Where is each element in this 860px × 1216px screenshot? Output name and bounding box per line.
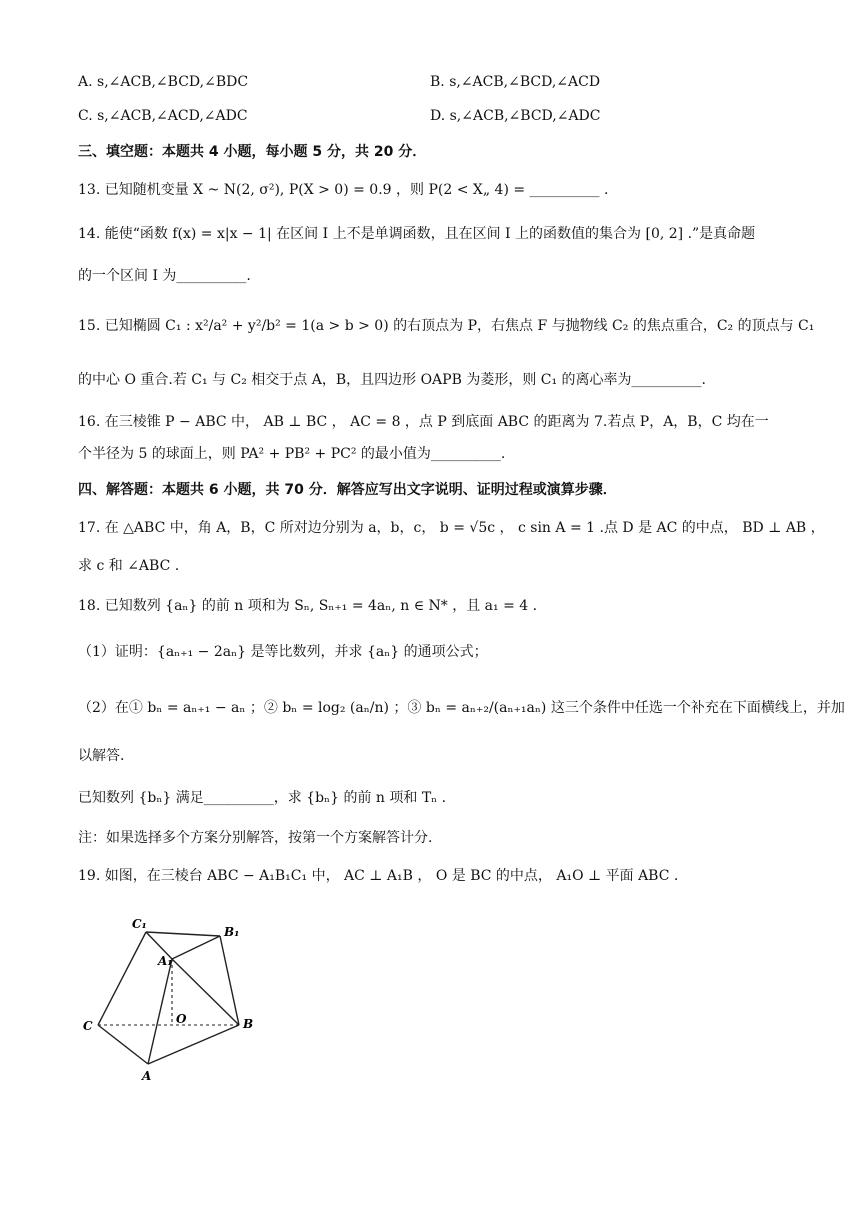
edge-c-a	[98, 1025, 148, 1064]
label-a1: A₁	[158, 954, 173, 968]
edge-b1-b	[220, 936, 239, 1025]
question-14-line1: 14. 能使“函数 f(x) = x|x − 1| 在区间 I 上不是单调函数，且在区间 I 上的函数值的集合为 [0, 2] .”是真命题	[78, 226, 756, 242]
question-16-line2: 个半径为 5 的球面上，则 PA² + PB² + PC² 的最小值为__________.	[78, 446, 506, 462]
question-17-line1: 17. 在 △ABC 中，角 A，B，C 所对边分别为 a，b，c， b = √5c ， c sin A = 1 .点 D 是 AC 的中点， BD ⊥ AB ，	[78, 520, 825, 536]
question-15-line1: 15. 已知椭圆 C₁ : x²/a² + y²/b² = 1(a > b > 0) 的右顶点为 P，右焦点 F 与抛物线 C₂ 的焦点重合，C₂ 的顶点与 C₁	[78, 318, 815, 334]
choice-b: B. s,∠ACB,∠BCD,∠ACD	[430, 74, 601, 90]
question-16-line1: 16. 在三棱锥 P − ABC 中， AB ⊥ BC ， AC = 8 ，点 P 到底面 ABC 的距离为 7.若点 P，A，B，C 均在一	[78, 414, 769, 430]
edge-a1-b1	[172, 936, 220, 959]
choice-d: D. s,∠ACB,∠BCD,∠ADC	[430, 108, 601, 124]
question-18-line1: 18. 已知数列 {aₙ} 的前 n 项和为 Sₙ, Sₙ₊₁ = 4aₙ, n ∈ N* ，且 a₁ = 4 .	[78, 598, 538, 614]
choice-c: C. s,∠ACB,∠ACD,∠ADC	[78, 108, 248, 124]
frustum-figure	[78, 912, 268, 1092]
edge-c1-c	[98, 932, 146, 1025]
question-17-line2: 求 c 和 ∠ABC .	[78, 558, 180, 574]
question-18-part2-cont: 以解答.	[78, 748, 125, 764]
section4-heading: 四、解答题：本题共 6 小题，共 70 分．解答应写出文字说明、证明过程或演算步骤．	[78, 482, 617, 498]
choice-a: A. s,∠ACB,∠BCD,∠BDC	[78, 74, 249, 90]
edge-c1-b1	[146, 932, 220, 936]
question-13: 13. 已知随机变量 X ~ N(2, σ²), P(X > 0) = 0.9 ，则 P(2 < X„ 4) = __________ .	[78, 182, 609, 198]
label-o: O	[176, 1012, 187, 1026]
question-18-given: 已知数列 {bₙ} 满足__________，求 {bₙ} 的前 n 项和 Tₙ .	[78, 790, 447, 806]
frustum-diagram	[78, 912, 268, 1092]
question-18-note: 注：如果选择多个方案分别解答，按第一个方案解答计分.	[78, 830, 433, 846]
label-b1: B₁	[224, 925, 240, 939]
label-b: B	[243, 1017, 254, 1031]
question-14-line2: 的一个区间 I 为__________.	[78, 268, 251, 284]
label-c1: C₁	[132, 917, 147, 931]
section3-heading: 三、填空题：本题共 4 小题，每小题 5 分，共 20 分．	[78, 144, 427, 160]
question-18-part1: （1）证明：{aₙ₊₁ − 2aₙ} 是等比数列，并求 {aₙ} 的通项公式；	[78, 644, 488, 660]
question-19: 19. 如图，在三棱台 ABC − A₁B₁C₁ 中， AC ⊥ A₁B ， O 是 BC 的中点， A₁O ⊥ 平面 ABC .	[78, 868, 679, 884]
question-18-part2: （2）在① bₙ = aₙ₊₁ − aₙ ；② bₙ = log₂ (aₙ/n) ；③ bₙ = aₙ₊₂/(aₙ₊₁aₙ) 这三个条件中任选一个补充在下面横线上，并加	[78, 700, 845, 716]
edge-a-b	[148, 1025, 239, 1064]
edge-a1-a	[148, 959, 172, 1064]
question-15-line2: 的中心 O 重合.若 C₁ 与 C₂ 相交于点 A，B，且四边形 OAPB 为菱形，则 C₁ 的离心率为__________.	[78, 372, 706, 388]
label-c: C	[83, 1019, 93, 1033]
label-a: A	[142, 1069, 152, 1083]
